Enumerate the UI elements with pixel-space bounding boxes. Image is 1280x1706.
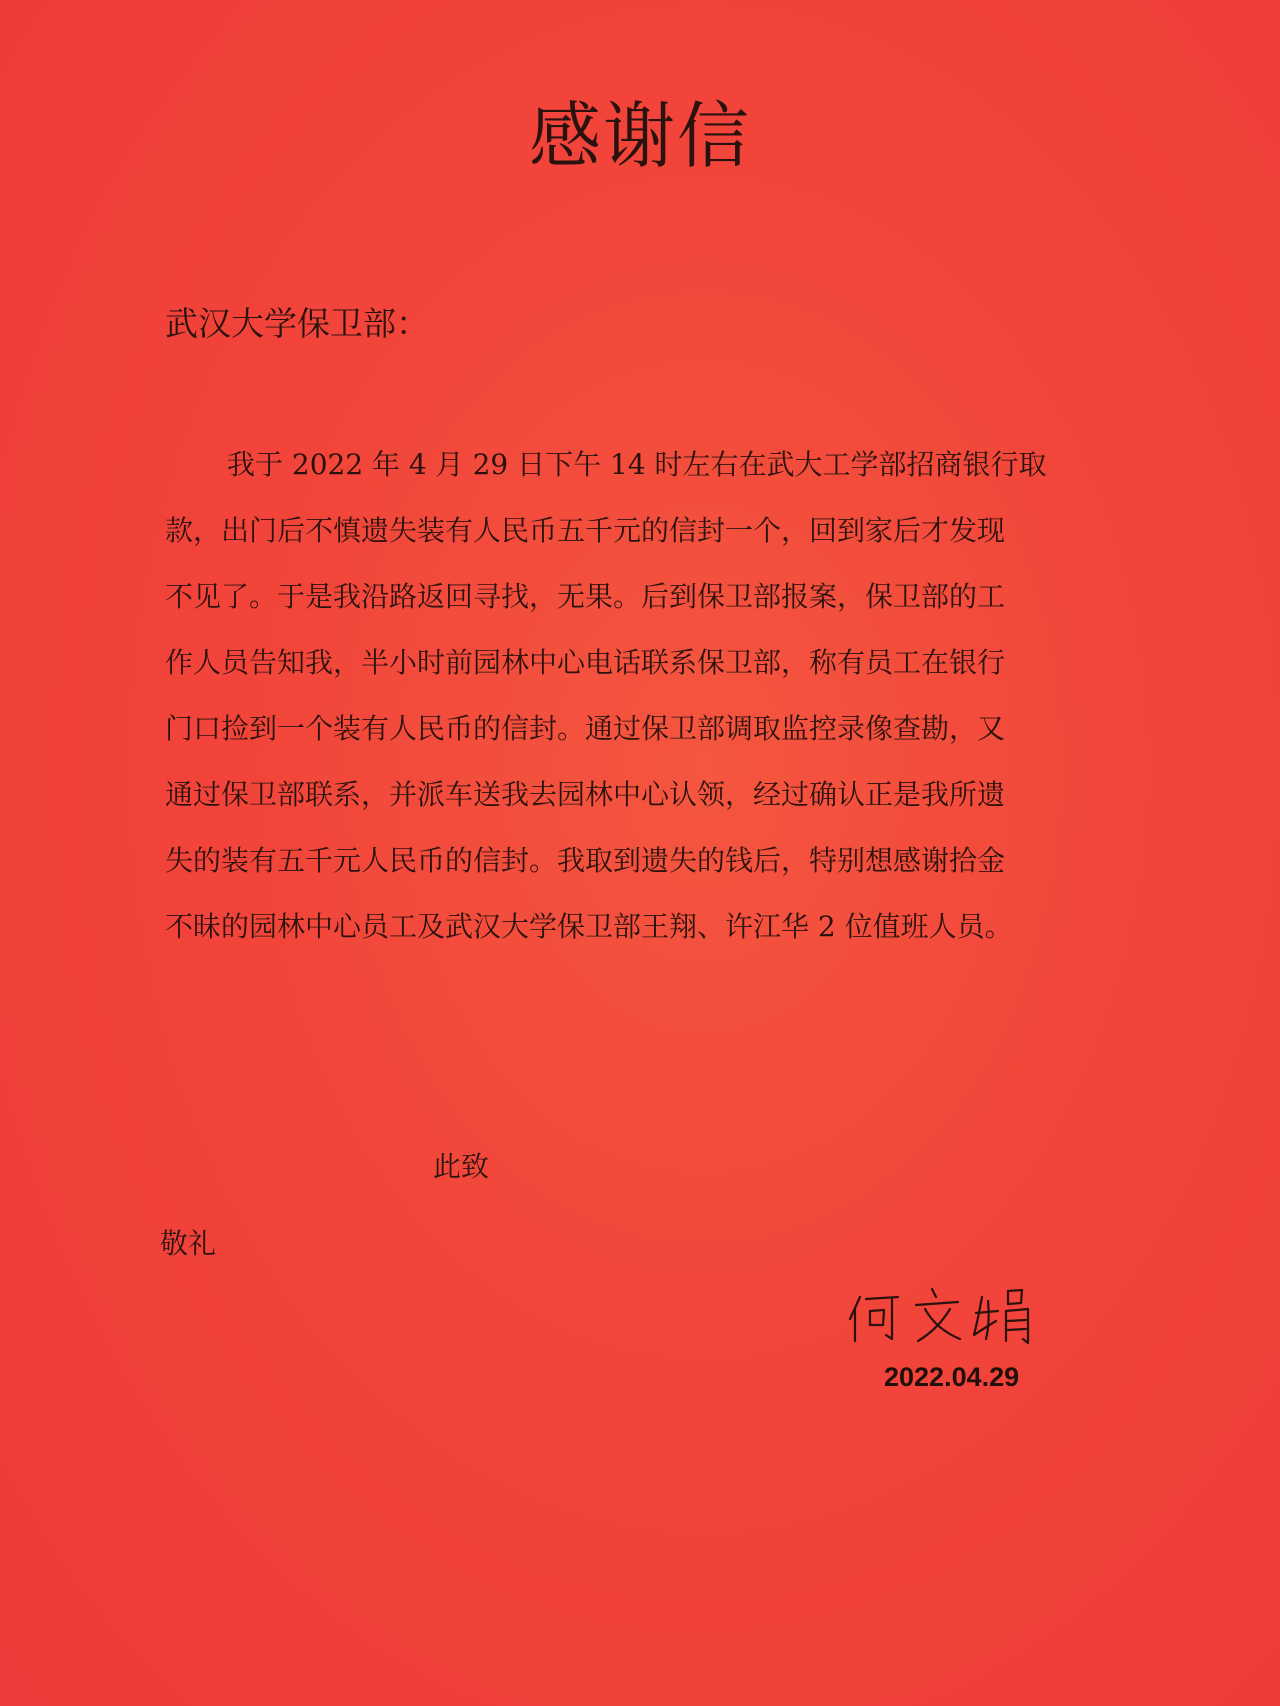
body-line: 我于 2022 年 4 月 29 日下午 14 时左右在武大工学部招商银行取 [227, 448, 1047, 481]
body-line: 失的装有五千元人民币的信封。我取到遗失的钱后，特别想感谢拾金 [165, 844, 1006, 877]
body-line: 不见了。于是我沿路返回寻找，无果。后到保卫部报案，保卫部的工 [165, 580, 1006, 613]
body-line: 门口捡到一个装有人民币的信封。通过保卫部调取监控录像查勘，又 [165, 712, 1006, 745]
body-line: 作人员告知我，半小时前园林中心电话联系保卫部，称有员工在银行 [165, 646, 1006, 679]
letter-title: 感谢信 [528, 94, 751, 178]
body-line: 通过保卫部联系，并派车送我去园林中心认领，经过确认正是我所遗 [165, 778, 1006, 811]
body-line: 款，出门后不慎遗失装有人民币五千元的信封一个，回到家后才发现 [165, 514, 1006, 547]
closing-jingli: 敬礼 [160, 1227, 217, 1260]
letter-body [165, 432, 1100, 960]
letter-date: 2022.04.29 [884, 1362, 1020, 1392]
handwritten-signature [840, 1275, 1040, 1355]
salutation: 武汉大学保卫部： [165, 304, 429, 343]
closing-cizhi: 此致 [433, 1150, 490, 1183]
body-line: 不昧的园林中心员工及武汉大学保卫部王翔、许江华 2 位值班人员。 [165, 910, 1013, 943]
